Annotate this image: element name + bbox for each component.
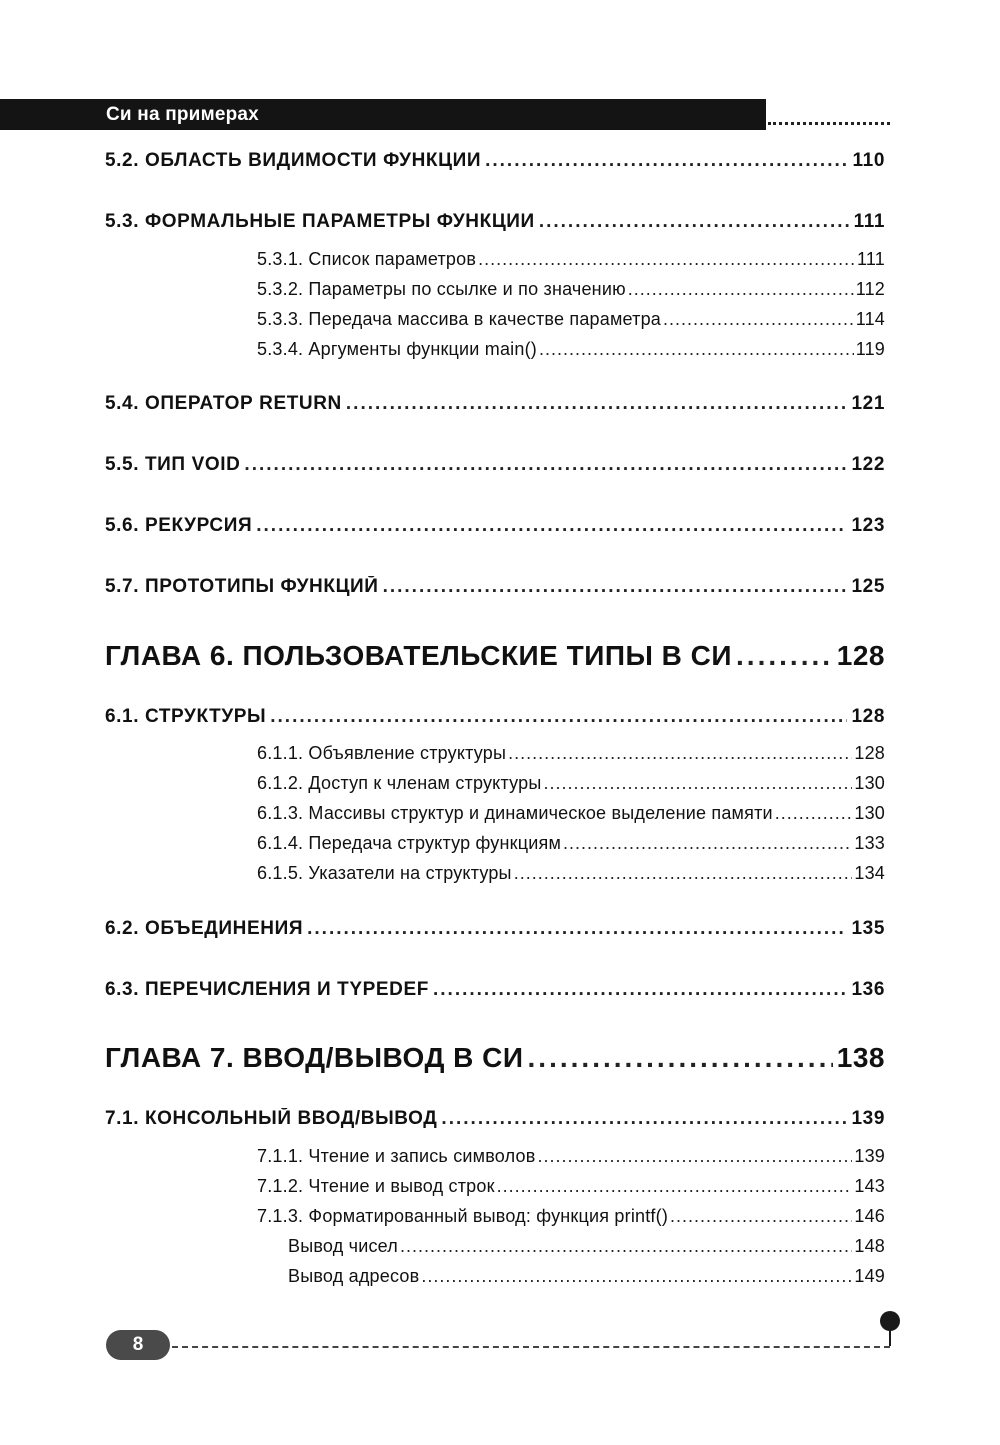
- toc-section: [105, 576, 885, 598]
- toc-leader-dots: [539, 339, 854, 360]
- toc-entry-page: 122: [851, 454, 885, 475]
- toc-leader-dots: [478, 249, 855, 270]
- toc-leader-dots: [537, 1146, 852, 1167]
- toc-subsection: [257, 1206, 885, 1227]
- toc-section: [105, 515, 885, 537]
- toc-entry-title: 5.3.2. Параметры по ссылке и по значению: [257, 279, 626, 299]
- toc-leader-dots: [628, 279, 854, 300]
- toc-leader-dots: [508, 743, 852, 764]
- toc-entry-page: 136: [851, 979, 885, 1000]
- toc-leader-dots: [256, 515, 847, 537]
- toc-leader-dots: [383, 576, 848, 598]
- toc-entry-page: 111: [857, 249, 885, 269]
- toc-leader-dots: [270, 706, 847, 728]
- toc-chapter: [105, 640, 885, 672]
- running-header-title: Си на примерах: [106, 104, 259, 125]
- toc-subsection: [257, 1176, 885, 1197]
- toc-section: [105, 454, 885, 476]
- toc-leader-dots: [663, 309, 854, 330]
- toc-leader-dots: [485, 150, 848, 172]
- toc-entry-page: 111: [853, 211, 885, 232]
- toc-entry-title: 6.1.5. Указатели на структуры: [257, 863, 512, 883]
- toc-entry-page: 130: [854, 773, 885, 793]
- pin-icon: [880, 1311, 900, 1331]
- page-number: 8: [132, 1334, 144, 1355]
- toc-leader-dots: [528, 1042, 833, 1074]
- toc-leader-dots: [514, 863, 853, 884]
- toc-entry-page: 125: [851, 576, 885, 597]
- toc-leader-dots: [433, 979, 848, 1001]
- header-dotted-rule: [768, 122, 890, 125]
- toc-subsection: [257, 249, 885, 270]
- pin-stem: [889, 1330, 891, 1346]
- footer-dotted-rule: [172, 1346, 890, 1348]
- toc-entry-page: 128: [836, 640, 885, 671]
- toc-entry-title: 5.2. ОБЛАСТЬ ВИДИМОСТИ ФУНКЦИИ: [105, 150, 482, 171]
- toc-leader-dots: [400, 1236, 852, 1257]
- toc-subsection: [257, 1146, 885, 1167]
- toc-subsection: [257, 863, 885, 884]
- toc-entry-title: 6.1. СТРУКТУРЫ: [105, 706, 267, 727]
- toc-entry-page: 123: [851, 515, 885, 536]
- toc-leader-dots: [775, 803, 853, 824]
- toc-entry-page: 139: [854, 1146, 885, 1166]
- toc-entry-page: 134: [854, 863, 885, 883]
- toc-entry-title: 6.1.4. Передача структур функциям: [257, 833, 562, 853]
- running-header: [0, 99, 766, 130]
- toc-entry-page: 135: [851, 918, 885, 939]
- toc-subsection: [288, 1266, 885, 1287]
- toc-leader-dots: [497, 1176, 853, 1197]
- toc-entry-title: 7.1.1. Чтение и запись символов: [257, 1146, 536, 1166]
- toc-entry-page: 148: [854, 1236, 885, 1256]
- toc-leader-dots: [736, 640, 833, 672]
- toc-leader-dots: [244, 454, 847, 476]
- toc-entry-title: 5.3.4. Аргументы функции main(): [257, 339, 537, 359]
- toc-leader-dots: [670, 1206, 852, 1227]
- toc-entry-title: 6.2. ОБЪЕДИНЕНИЯ: [105, 918, 304, 939]
- toc-entry-page: 128: [851, 706, 885, 727]
- toc-entry-page: 146: [854, 1206, 885, 1226]
- toc-entry-title: 7.1. КОНСОЛЬНЫЙ ВВОД/ВЫВОД: [105, 1108, 438, 1129]
- toc-leader-dots: [421, 1266, 852, 1287]
- toc-section: [105, 211, 885, 233]
- toc-entry-title: Вывод адресов: [288, 1266, 420, 1286]
- toc-entry-page: 119: [855, 339, 885, 359]
- toc-entry-page: 130: [854, 803, 885, 823]
- toc-subsection: [288, 1236, 885, 1257]
- toc-entry-title: Вывод чисел: [288, 1236, 398, 1256]
- toc-leader-dots: [539, 211, 850, 233]
- toc-entry-title: 5.5. ТИП VOID: [105, 454, 241, 475]
- toc-section: [105, 393, 885, 415]
- toc-subsection: [257, 309, 885, 330]
- page-number-badge: [106, 1330, 170, 1360]
- toc-entry-page: 133: [854, 833, 885, 853]
- toc-entry-title: 5.3. ФОРМАЛЬНЫЕ ПАРАМЕТРЫ ФУНКЦИИ: [105, 211, 535, 232]
- toc-subsection: [257, 279, 885, 300]
- toc-entry-title: 6.3. ПЕРЕЧИСЛЕНИЯ И TYPEDEF: [105, 979, 429, 1000]
- toc-entry-title: 5.4. ОПЕРАТОР RETURN: [105, 393, 342, 414]
- toc-leader-dots: [563, 833, 852, 854]
- toc-entry-title: 5.6. РЕКУРСИЯ: [105, 515, 253, 536]
- toc-leader-dots: [307, 918, 847, 940]
- toc-subsection: [257, 743, 885, 764]
- toc-entry-page: 149: [854, 1266, 885, 1286]
- toc-entry-title: 6.1.1. Объявление структуры: [257, 743, 507, 763]
- toc-entry-page: 138: [836, 1042, 885, 1073]
- toc-section: [105, 706, 885, 728]
- toc-entry-page: 121: [851, 393, 885, 414]
- toc-entry-title: ГЛАВА 7. ВВОД/ВЫВОД В СИ: [105, 1042, 524, 1073]
- toc-section: [105, 918, 885, 940]
- toc-entry-title: 6.1.3. Массивы структур и динамическое выделение памяти: [257, 803, 773, 823]
- toc-section: [105, 979, 885, 1001]
- toc-subsection: [257, 803, 885, 824]
- toc-entry-title: 5.7. ПРОТОТИПЫ ФУНКЦИЙ: [105, 576, 379, 597]
- toc-subsection: [257, 339, 885, 360]
- toc-entry-page: 114: [855, 309, 885, 329]
- toc-entry-title: 6.1.2. Доступ к членам структуры: [257, 773, 542, 793]
- toc-section: [105, 1108, 885, 1130]
- toc-entry-title: 7.1.2. Чтение и вывод строк: [257, 1176, 495, 1196]
- toc-leader-dots: [441, 1108, 847, 1130]
- toc-subsection: [257, 773, 885, 794]
- toc-chapter: [105, 1042, 885, 1074]
- toc-entry-page: 112: [855, 279, 885, 299]
- toc-entry-title: 7.1.3. Форматированный вывод: функция printf(): [257, 1206, 669, 1226]
- toc-subsection: [257, 833, 885, 854]
- toc-entry-page: 139: [851, 1108, 885, 1129]
- toc-entry-title: 5.3.3. Передача массива в качестве параметра: [257, 309, 662, 329]
- toc-section: [105, 150, 885, 172]
- toc-leader-dots: [543, 773, 852, 794]
- toc-entry-page: 143: [854, 1176, 885, 1196]
- toc-leader-dots: [346, 393, 848, 415]
- toc-entry-page: 110: [852, 150, 885, 171]
- toc-entry-title: ГЛАВА 6. ПОЛЬЗОВАТЕЛЬСКИЕ ТИПЫ В СИ: [105, 640, 733, 671]
- toc-entry-title: 5.3.1. Список параметров: [257, 249, 477, 269]
- toc-entry-page: 128: [854, 743, 885, 763]
